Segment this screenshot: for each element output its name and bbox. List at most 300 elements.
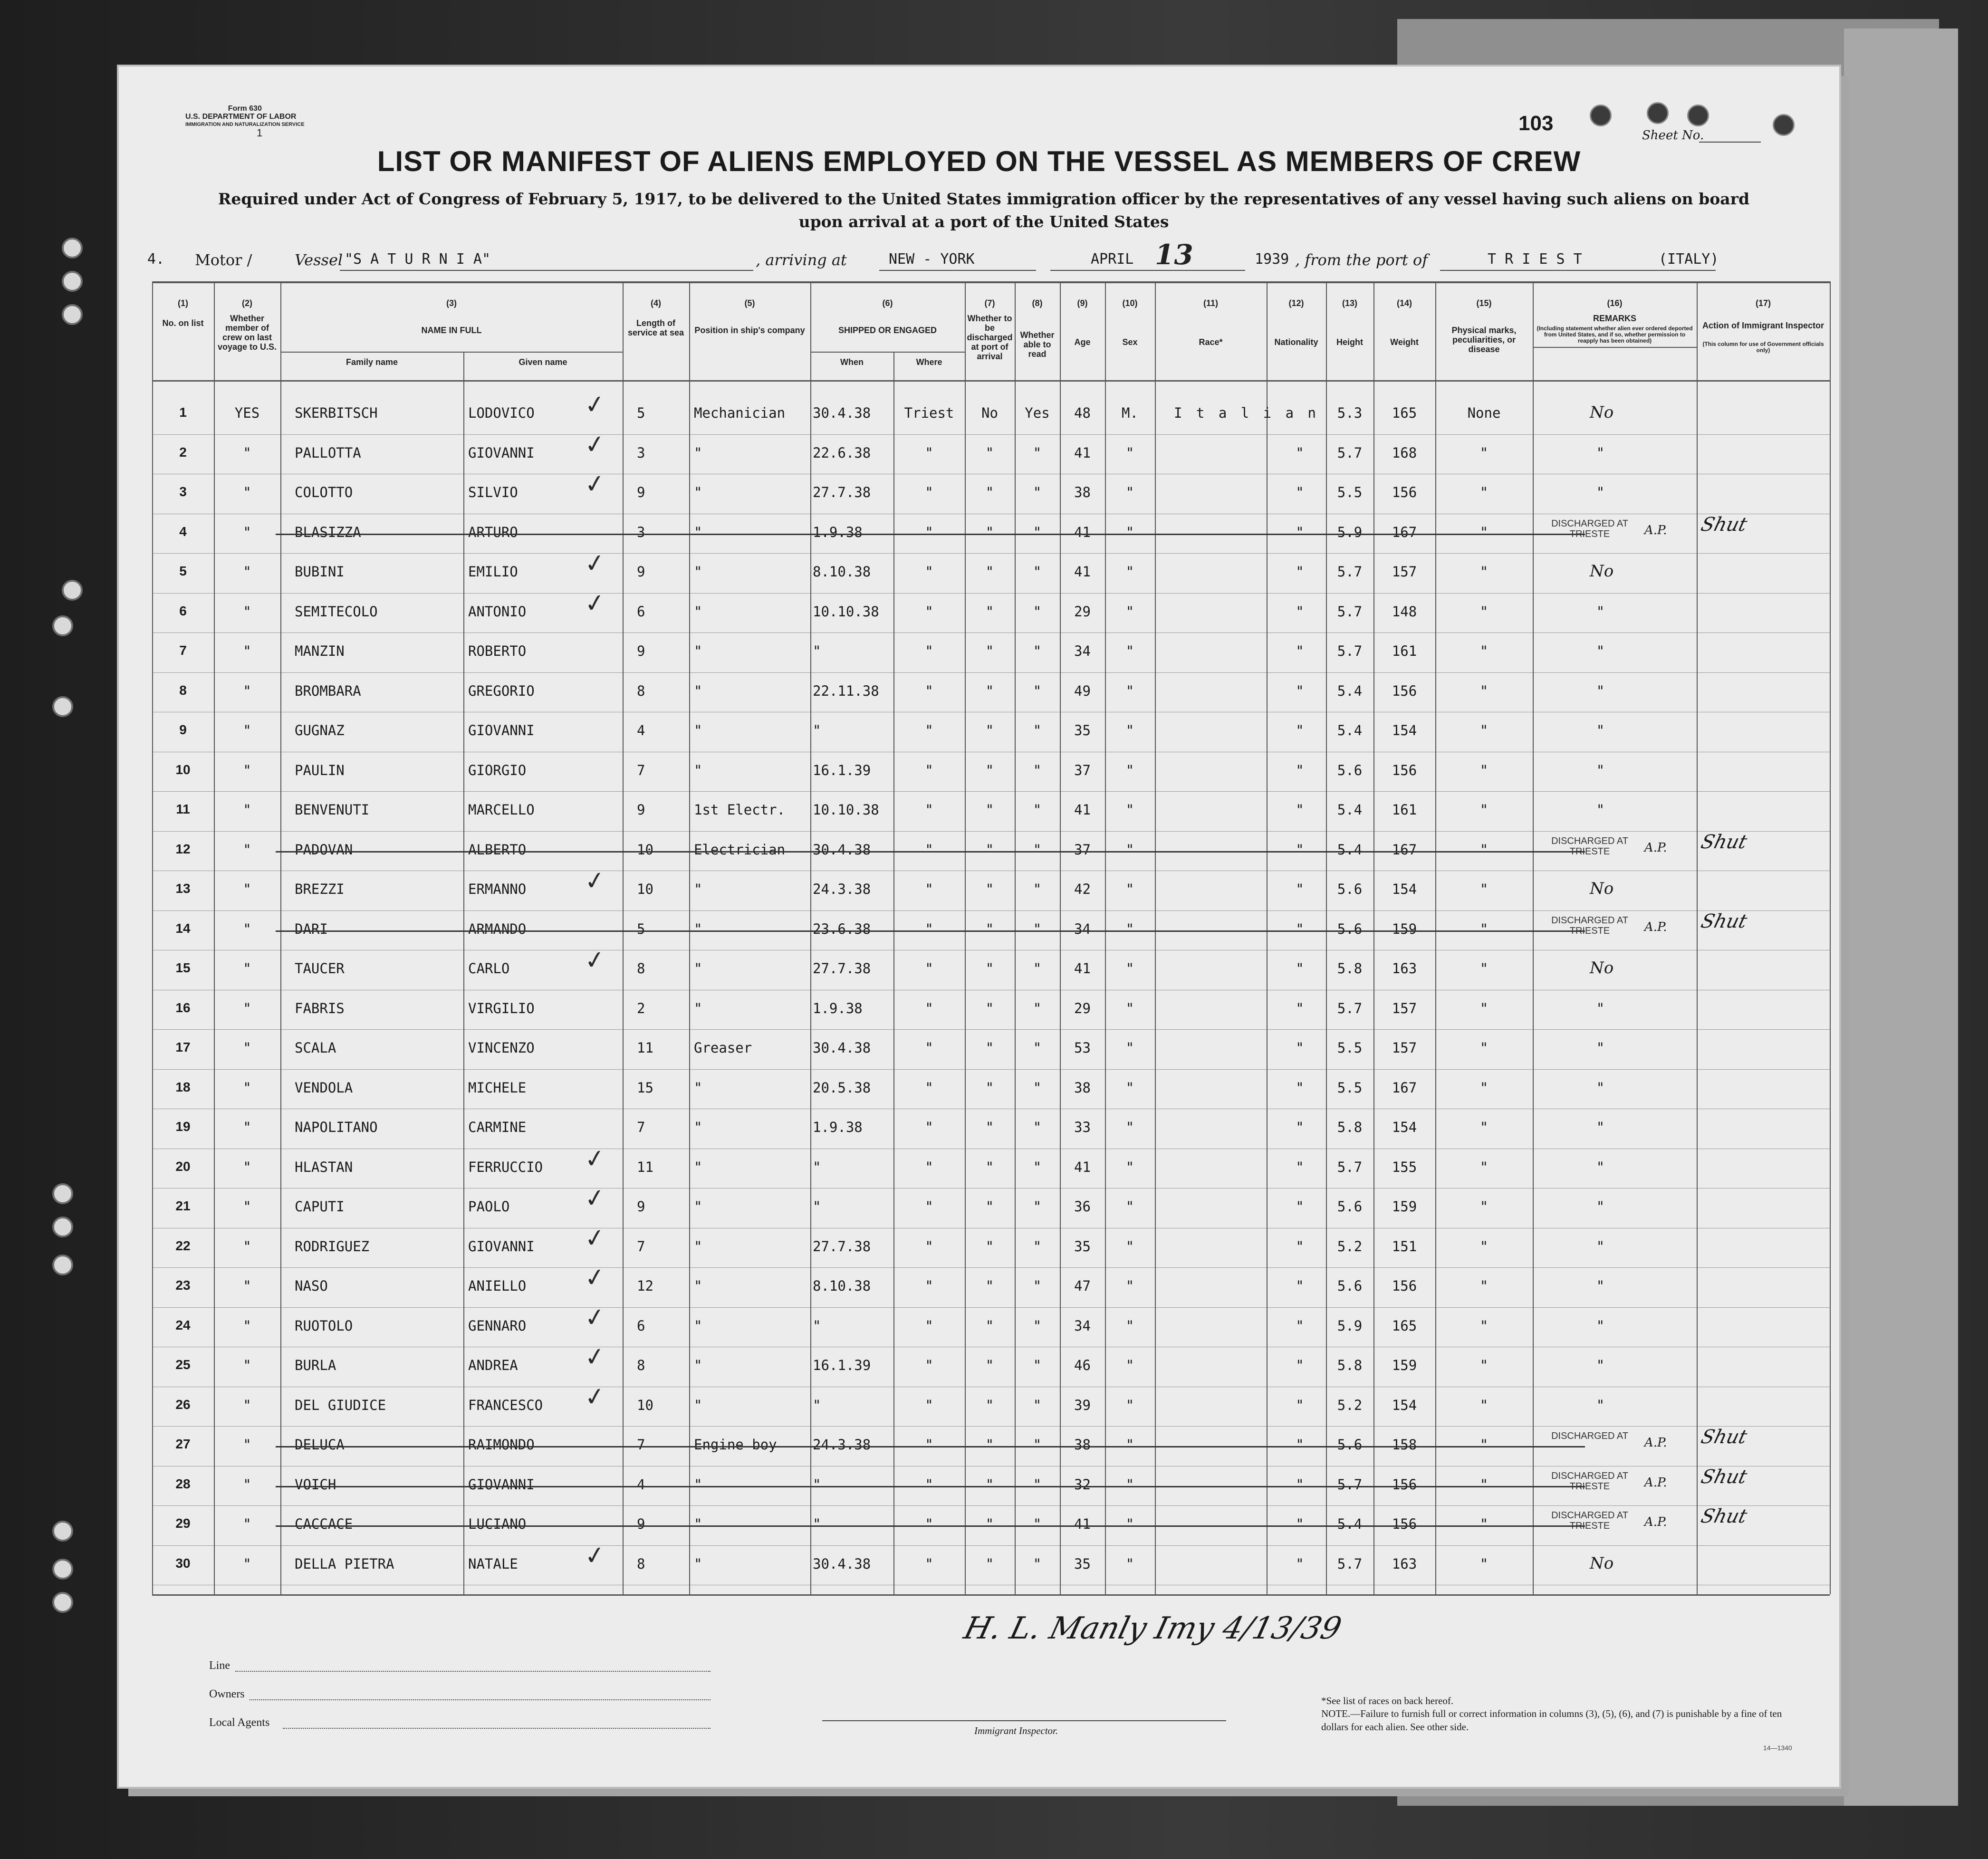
given-name: LODOVICO	[468, 405, 535, 421]
position: "	[694, 444, 702, 461]
physical-marks: "	[1479, 1516, 1489, 1532]
member-last-voyage: "	[243, 881, 251, 897]
position-header: Position in ship's company	[694, 326, 805, 335]
physical-marks: "	[1479, 1000, 1489, 1016]
given-name: GIOVANNI	[468, 1238, 535, 1255]
member-last-voyage: "	[243, 1079, 251, 1096]
height: 5.9	[1337, 524, 1363, 540]
row-number: 3	[179, 484, 187, 499]
shipped-where: "	[925, 762, 933, 778]
check-mark: ✓	[583, 1302, 607, 1333]
binder-hole	[62, 304, 83, 325]
physical-marks: "	[1479, 920, 1489, 937]
weight: 157	[1392, 564, 1417, 580]
given-name: CARLO	[468, 960, 510, 977]
column-rule	[689, 281, 690, 1594]
position: "	[694, 762, 702, 778]
race-header: Race*	[1199, 337, 1223, 347]
shipped-when: 27.7.38	[813, 1238, 871, 1255]
row-rule	[152, 791, 1830, 792]
shipped-when: "	[813, 1159, 821, 1175]
member-last-voyage: "	[243, 444, 251, 461]
weight: 155	[1392, 1159, 1417, 1175]
row-number: 7	[179, 643, 187, 658]
length-of-service: 11	[637, 1159, 653, 1175]
inspector-initials: A.P.	[1644, 523, 1667, 537]
length-of-service: 7	[637, 1238, 645, 1255]
row-number: 28	[175, 1476, 191, 1491]
discharged-at-port: "	[985, 1000, 994, 1016]
strike-through-line	[276, 1446, 1585, 1447]
inspector-action-signature: Shut	[1699, 1505, 1749, 1527]
shipped-where: "	[925, 1238, 933, 1255]
column-rule	[1155, 281, 1156, 1594]
member-last-voyage: "	[243, 1317, 251, 1334]
member-last-voyage: "	[243, 1357, 251, 1373]
remark-ditto: "	[1596, 1119, 1605, 1135]
able-to-read: "	[1033, 603, 1042, 620]
discharged-at-port: "	[985, 484, 994, 500]
punch-hole	[1590, 105, 1612, 126]
remark-ditto: "	[1596, 1357, 1605, 1373]
race: "	[1296, 802, 1304, 818]
remarks-subheader: (Including statement whether alien ever ordered deported from United States, and if so, whether permission to reapply has been obtained)	[1537, 325, 1693, 344]
owners-field	[250, 1699, 711, 1700]
age: 34	[1074, 643, 1091, 659]
height: 5.8	[1337, 1119, 1363, 1135]
given-name: FERRUCCIO	[468, 1159, 543, 1175]
race: "	[1296, 1317, 1304, 1334]
inspector-signature: H. L. Manly Imy 4/13/39	[960, 1611, 1345, 1646]
sex: "	[1125, 643, 1134, 659]
member-last-voyage: "	[243, 1516, 251, 1532]
position: "	[694, 881, 702, 897]
sex: "	[1125, 1119, 1134, 1135]
given-name: ANDREA	[468, 1357, 518, 1373]
race: "	[1296, 1278, 1304, 1294]
discharged-at-port: "	[985, 1079, 994, 1096]
weight: 167	[1392, 841, 1417, 858]
physical-marks: "	[1479, 802, 1489, 818]
age: 48	[1074, 405, 1091, 421]
weight: 148	[1392, 603, 1417, 620]
member-last-voyage: "	[243, 802, 251, 818]
position: "	[694, 643, 702, 659]
position: "	[694, 1397, 702, 1413]
sex: "	[1125, 920, 1134, 937]
shipped-where: "	[925, 1278, 933, 1294]
family-name: BUBINI	[295, 564, 345, 580]
family-name: CACCACE	[295, 1516, 353, 1532]
weight: 151	[1392, 1238, 1417, 1255]
sex: "	[1125, 564, 1134, 580]
shipped-where: "	[925, 444, 933, 461]
race: "	[1296, 1159, 1304, 1175]
inspector-initials: A.P.	[1644, 1436, 1667, 1450]
remark-ditto: "	[1596, 1278, 1605, 1294]
able-to-read: "	[1033, 1397, 1042, 1413]
shipped-when: 30.4.38	[813, 841, 871, 858]
able-to-read: "	[1033, 1555, 1042, 1572]
member-last-voyage-header: Whether member of crew on last voyage to U.S.	[217, 314, 277, 352]
race: "	[1296, 564, 1304, 580]
sex: "	[1125, 1357, 1134, 1373]
inspector-signature-line	[822, 1720, 1226, 1721]
discharged-at-port: "	[985, 1516, 994, 1532]
length-of-service: 10	[637, 881, 653, 897]
manifest-title: LIST OR MANIFEST OF ALIENS EMPLOYED ON THE VESSEL AS MEMBERS OF CREW	[377, 145, 1581, 177]
weight: 163	[1392, 960, 1417, 977]
length-of-service: 2	[637, 1000, 645, 1016]
physical-marks: "	[1479, 564, 1489, 580]
remark-ditto: "	[1596, 643, 1605, 659]
race: "	[1296, 1437, 1304, 1453]
discharged-at-port: "	[985, 841, 994, 858]
family-name: BROMBARA	[295, 682, 361, 699]
age: 38	[1074, 1079, 1091, 1096]
able-to-read: "	[1033, 722, 1042, 738]
shipped-when: 8.10.38	[813, 1278, 871, 1294]
manifest-subtitle: Required under Act of Congress of February 5, 1917, to be delivered to the United States immigration officer by the representatives of any vessel having such aliens on board upon arrival at a port of the United States	[218, 190, 1750, 231]
shipped-when: 27.7.38	[813, 484, 871, 500]
shipped-where: "	[925, 1159, 933, 1175]
length-of-service: 9	[637, 802, 645, 818]
family-name: MANZIN	[295, 643, 345, 659]
check-mark: ✓	[583, 469, 607, 500]
sex: "	[1125, 682, 1134, 699]
binder-hole	[52, 1559, 73, 1580]
race: "	[1296, 1079, 1304, 1096]
given-name: GIOVANNI	[468, 722, 535, 738]
header-bottom-rule	[152, 380, 1830, 382]
family-name-header: Family name	[346, 357, 398, 367]
row-rule	[152, 672, 1830, 673]
race: "	[1296, 1040, 1304, 1056]
family-name: BLASIZZA	[295, 524, 361, 540]
length-of-service: 5	[637, 405, 645, 421]
column-number: (6)	[882, 298, 893, 308]
able-to-read: Yes	[1025, 405, 1050, 421]
position: "	[694, 920, 702, 937]
length-of-service: 6	[637, 1317, 645, 1334]
remark-no: No	[1590, 958, 1614, 977]
physical-marks: "	[1479, 603, 1489, 620]
owners-label: Owners	[209, 1688, 245, 1700]
position: Engine boy	[694, 1437, 777, 1453]
sex: "	[1125, 1555, 1134, 1572]
sex: "	[1125, 603, 1134, 620]
remark-ditto: "	[1596, 603, 1605, 620]
remark-ditto: "	[1596, 1159, 1605, 1175]
shipped-when: 1.9.38	[813, 1000, 863, 1016]
height: 5.9	[1337, 1317, 1363, 1334]
shipped-when: 10.10.38	[813, 802, 879, 818]
shipped-when: 16.1.39	[813, 762, 871, 778]
member-last-voyage: "	[243, 920, 251, 937]
arrival-port-line	[879, 270, 1036, 271]
form-identification	[185, 105, 305, 137]
physical-marks: "	[1479, 1040, 1489, 1056]
member-last-voyage: "	[243, 1119, 251, 1135]
row-rule	[152, 831, 1830, 832]
position: "	[694, 1000, 702, 1016]
given-name: VIRGILIO	[468, 1000, 535, 1016]
height: 5.7	[1337, 603, 1363, 620]
remark-ditto: "	[1596, 1079, 1605, 1096]
length-of-service-header: Length of service at sea	[627, 318, 684, 337]
height: 5.6	[1337, 920, 1363, 937]
motor-label: Motor /	[195, 251, 252, 269]
height: 5.8	[1337, 960, 1363, 977]
age: 41	[1074, 564, 1091, 580]
sex: "	[1125, 1198, 1134, 1215]
sex: "	[1125, 1317, 1134, 1334]
discharged-at-port: "	[985, 603, 994, 620]
weight: 168	[1392, 444, 1417, 461]
sheet-number-line	[1699, 142, 1761, 143]
race: "	[1296, 1476, 1304, 1493]
column-number: (10)	[1122, 298, 1138, 308]
able-to-read: "	[1033, 920, 1042, 937]
weight: 159	[1392, 920, 1417, 937]
shipped-when: "	[813, 643, 821, 659]
given-name: ARMANDO	[468, 920, 527, 937]
shipped-when: 30.4.38	[813, 405, 871, 421]
name-subheader-rule	[280, 352, 623, 353]
member-last-voyage: "	[243, 960, 251, 977]
position: "	[694, 1476, 702, 1493]
check-mark: ✓	[583, 429, 607, 460]
position: "	[694, 1357, 702, 1373]
shipped-where: "	[925, 682, 933, 699]
race: "	[1296, 1000, 1304, 1016]
member-last-voyage: "	[243, 603, 251, 620]
column-rule	[463, 352, 464, 1594]
able-to-read-header: Whether able to read	[1020, 330, 1055, 359]
sheet-label: Sheet No.	[1642, 128, 1704, 143]
shipped-where: "	[925, 1437, 933, 1453]
remark-ditto: "	[1596, 1000, 1605, 1016]
given-name: VINCENZO	[468, 1040, 535, 1056]
sex: "	[1125, 1040, 1134, 1056]
weight: 165	[1392, 1317, 1417, 1334]
physical-marks: "	[1479, 444, 1489, 461]
height: 5.5	[1337, 1079, 1363, 1096]
column-rule	[280, 281, 281, 1594]
shipped-when: 1.9.38	[813, 524, 863, 540]
weight: 159	[1392, 1357, 1417, 1373]
length-of-service: 9	[637, 1516, 645, 1532]
given-name: ANIELLO	[468, 1278, 527, 1294]
inspector-initials: A.P.	[1644, 1475, 1667, 1490]
physical-marks: "	[1479, 960, 1489, 977]
row-number: 5	[179, 564, 187, 578]
family-name: NAPOLITANO	[295, 1119, 378, 1135]
remark-ditto: "	[1596, 1198, 1605, 1215]
physical-marks: "	[1479, 643, 1489, 659]
discharged-at-port: "	[985, 1159, 994, 1175]
weight: 159	[1392, 1198, 1417, 1215]
inspector-label: Immigrant Inspector.	[974, 1725, 1058, 1736]
vessel-line-number: 4.	[147, 251, 165, 268]
discharged-at-port: "	[985, 643, 994, 659]
race: "	[1296, 762, 1304, 778]
age: 32	[1074, 1476, 1091, 1493]
departure-port: T R I E S T	[1488, 251, 1582, 268]
remark-ditto: "	[1596, 762, 1605, 778]
race: "	[1296, 920, 1304, 937]
row-number: 27	[175, 1437, 191, 1451]
race: "	[1296, 1555, 1304, 1572]
shipped-when: 22.6.38	[813, 444, 871, 461]
remark-ditto: "	[1596, 1317, 1605, 1334]
row-rule	[152, 553, 1830, 554]
department-name: U.S. DEPARTMENT OF LABOR	[185, 113, 297, 121]
row-number: 17	[175, 1040, 191, 1054]
binder-hole	[62, 238, 83, 259]
able-to-read: "	[1033, 1357, 1042, 1373]
shipped-where: "	[925, 1079, 933, 1096]
remark-ditto: "	[1596, 802, 1605, 818]
column-number: (2)	[242, 298, 252, 308]
strike-through-line	[276, 534, 1585, 535]
age: 38	[1074, 484, 1091, 500]
shipped-when: 10.10.38	[813, 603, 879, 620]
check-mark: ✓	[583, 1262, 607, 1294]
sex: "	[1125, 444, 1134, 461]
discharged-at-port: "	[985, 802, 994, 818]
sex-header: Sex	[1122, 337, 1138, 347]
manifest-page	[119, 67, 1839, 1787]
able-to-read: "	[1033, 444, 1042, 461]
weight: 167	[1392, 1079, 1417, 1096]
row-number: 30	[175, 1555, 191, 1571]
arriving-label	[756, 251, 847, 269]
binder-hole	[52, 615, 73, 636]
age: 39	[1074, 1397, 1091, 1413]
row-number: 6	[179, 603, 187, 618]
family-name: COLOTTO	[295, 484, 353, 500]
race: "	[1296, 524, 1304, 540]
able-to-read: "	[1033, 524, 1042, 540]
arriving-label-text: , arriving at	[756, 251, 847, 269]
shipped-when: 22.11.38	[813, 682, 879, 699]
member-last-voyage: "	[243, 1278, 251, 1294]
position: "	[694, 1159, 702, 1175]
member-last-voyage: "	[243, 841, 251, 858]
shipped-where: "	[925, 643, 933, 659]
back-sheet	[1844, 29, 1958, 1806]
race: "	[1296, 881, 1304, 897]
inspector-action-subheader: (This column for use of Government officials only)	[1702, 341, 1824, 354]
row-number: 25	[175, 1357, 191, 1372]
member-last-voyage: "	[243, 564, 251, 580]
column-number: (1)	[178, 298, 188, 308]
weight: 154	[1392, 1397, 1417, 1413]
weight: 161	[1392, 802, 1417, 818]
race: I t a l i a n	[1174, 405, 1319, 421]
punch-hole	[1687, 105, 1709, 126]
inspector-initials: A.P.	[1644, 840, 1667, 855]
shipped-when: "	[813, 722, 821, 738]
discharged-at-port: "	[985, 1278, 994, 1294]
position: "	[694, 722, 702, 738]
given-name: PAOLO	[468, 1198, 510, 1215]
height: 5.4	[1337, 722, 1363, 738]
form-mark: 1	[257, 127, 263, 139]
height: 5.7	[1337, 1159, 1363, 1175]
length-of-service: 10	[637, 1397, 653, 1413]
weight: 167	[1392, 524, 1417, 540]
length-of-service: 6	[637, 603, 645, 620]
member-last-voyage: "	[243, 1555, 251, 1572]
member-last-voyage: "	[243, 643, 251, 659]
family-name: DARI	[295, 920, 328, 937]
shipped-where: "	[925, 1397, 933, 1413]
position: "	[694, 603, 702, 620]
row-number: 12	[175, 841, 191, 856]
family-name: BURLA	[295, 1357, 336, 1373]
from-port-label	[1295, 251, 1428, 269]
remark-ditto: "	[1596, 682, 1605, 699]
position: "	[694, 1278, 702, 1294]
remark-no: No	[1590, 403, 1614, 422]
shipped-when: 27.7.38	[813, 960, 871, 977]
discharged-at-port: "	[985, 1317, 994, 1334]
height: 5.5	[1337, 1040, 1363, 1056]
table-bottom-rule	[152, 1594, 1830, 1596]
shipped-where: "	[925, 1198, 933, 1215]
sex: "	[1125, 1000, 1134, 1016]
vessel-label-text: Vessel	[295, 251, 343, 269]
shipped-when: 30.4.38	[813, 1555, 871, 1572]
age: 41	[1074, 1516, 1091, 1532]
age: 42	[1074, 881, 1091, 897]
remarks-subheader-rule	[1533, 347, 1697, 348]
row-number: 10	[175, 762, 191, 777]
height: 5.2	[1337, 1397, 1363, 1413]
age: 41	[1074, 1159, 1091, 1175]
remark-ditto: "	[1596, 1238, 1605, 1255]
length-of-service: 12	[637, 1278, 653, 1294]
age: 38	[1074, 1437, 1091, 1453]
shipped-when: 8.10.38	[813, 564, 871, 580]
sex: M.	[1122, 405, 1138, 421]
sex: "	[1125, 881, 1134, 897]
member-last-voyage: "	[243, 1000, 251, 1016]
check-mark: ✓	[583, 1143, 607, 1175]
discharged-at-port: "	[985, 1357, 994, 1373]
age: 35	[1074, 1238, 1091, 1255]
name-in-full-header: NAME IN FULL	[421, 326, 482, 335]
nationality-header: Nationality	[1274, 337, 1318, 347]
family-name: FABRIS	[295, 1000, 345, 1016]
position: "	[694, 1516, 702, 1532]
weight: 156	[1392, 1516, 1417, 1532]
inspector-initials: A.P.	[1644, 1515, 1667, 1529]
length-of-service: 4	[637, 1476, 645, 1493]
shipped-where: "	[925, 1000, 933, 1016]
position: "	[694, 960, 702, 977]
length-of-service: 8	[637, 1357, 645, 1373]
age-header: Age	[1074, 337, 1091, 347]
remark-discharged: DISCHARGED AT TRIESTE	[1551, 518, 1628, 539]
row-rule	[152, 1505, 1830, 1506]
given-name: MARCELLO	[468, 802, 535, 818]
able-to-read: "	[1033, 802, 1042, 818]
height: 5.4	[1337, 802, 1363, 818]
given-name: ARTURO	[468, 524, 518, 540]
